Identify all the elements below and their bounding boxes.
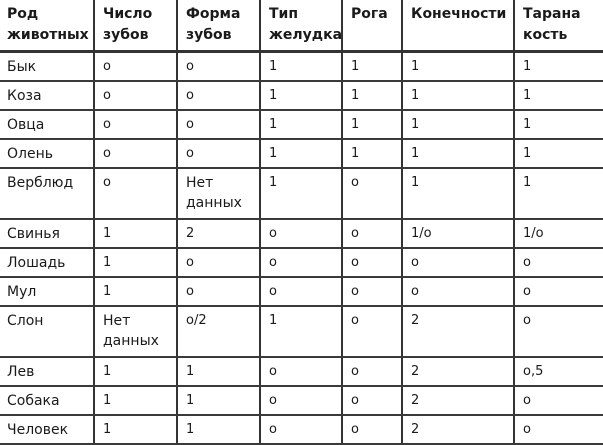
cell-stomach: o xyxy=(260,219,342,248)
cell-teeth-count: 1 xyxy=(94,357,177,386)
cell-horns: o xyxy=(342,306,402,357)
cell-limbs: 2 xyxy=(402,386,514,415)
cell-horns: 1 xyxy=(342,139,402,168)
header-row xyxy=(0,0,603,52)
table-row xyxy=(0,277,603,306)
cell-talus: o xyxy=(514,415,603,444)
header-line: животных xyxy=(7,27,89,43)
header-talus xyxy=(514,0,603,52)
header-stomach-type xyxy=(260,0,342,52)
cell-talus: 1 xyxy=(514,139,603,168)
cell-teeth-shape: o xyxy=(177,248,260,277)
cell-animal: Свинья xyxy=(0,219,94,248)
cell-animal: Человек xyxy=(0,415,94,444)
cell-teeth-shape: 1 xyxy=(177,415,260,444)
cell-teeth-shape: 2 xyxy=(177,219,260,248)
cell-talus: 1 xyxy=(514,81,603,110)
cell-teeth-shape: o xyxy=(177,110,260,139)
cell-teeth-shape: 1 xyxy=(177,357,260,386)
header-line: Конечности xyxy=(411,6,507,22)
cell-teeth-count: o xyxy=(94,81,177,110)
cell-talus: o xyxy=(514,306,603,357)
header-line: Рога xyxy=(351,6,388,22)
cell-stomach: 1 xyxy=(260,110,342,139)
table-row xyxy=(0,52,603,82)
cell-limbs: 1 xyxy=(402,81,514,110)
cell-teeth-shape: o xyxy=(177,52,260,82)
cell-animal: Бык xyxy=(0,52,94,82)
cell-teeth-shape: o xyxy=(177,139,260,168)
header-line: желудка xyxy=(269,27,343,43)
cell-limbs: 1 xyxy=(402,168,514,219)
header-teeth-count xyxy=(94,0,177,52)
cell-limbs: 2 xyxy=(402,357,514,386)
cell-stomach: 1 xyxy=(260,168,342,219)
cell-talus: 1 xyxy=(514,168,603,219)
cell-animal: Лев xyxy=(0,357,94,386)
cell-animal: Лошадь xyxy=(0,248,94,277)
cell-horns: o xyxy=(342,168,402,219)
cell-talus: o,5 xyxy=(514,357,603,386)
table-row xyxy=(0,110,603,139)
header-line: Число xyxy=(103,6,153,22)
cell-talus: o xyxy=(514,277,603,306)
header-line: Род xyxy=(7,6,39,22)
cell-horns: 1 xyxy=(342,81,402,110)
table-row xyxy=(0,139,603,168)
table-row xyxy=(0,248,603,277)
header-line: Тип xyxy=(269,6,299,22)
cell-teeth-count: o xyxy=(94,139,177,168)
cell-talus: 1/o xyxy=(514,219,603,248)
cell-teeth-count: 1 xyxy=(94,219,177,248)
cell-horns: 1 xyxy=(342,52,402,82)
cell-stomach: o xyxy=(260,357,342,386)
cell-teeth-shape: Нет данных xyxy=(177,168,260,219)
header-animal-genus xyxy=(0,0,94,52)
header-limbs xyxy=(402,0,514,52)
table-row xyxy=(0,415,603,444)
cell-horns: o xyxy=(342,219,402,248)
cell-animal: Мул xyxy=(0,277,94,306)
cell-limbs: o xyxy=(402,277,514,306)
cell-teeth-shape: o/2 xyxy=(177,306,260,357)
cell-talus: 1 xyxy=(514,110,603,139)
cell-talus: o xyxy=(514,248,603,277)
cell-animal: Олень xyxy=(0,139,94,168)
header-line: зубов xyxy=(186,27,232,43)
cell-limbs: 1 xyxy=(402,110,514,139)
table-row xyxy=(0,357,603,386)
cell-horns: o xyxy=(342,357,402,386)
cell-animal: Овца xyxy=(0,110,94,139)
cell-teeth-count: 1 xyxy=(94,248,177,277)
table-row xyxy=(0,386,603,415)
cell-stomach: 1 xyxy=(260,52,342,82)
cell-teeth-count: 1 xyxy=(94,386,177,415)
cell-talus: o xyxy=(514,386,603,415)
cell-teeth-count: o xyxy=(94,168,177,219)
table-row xyxy=(0,168,603,219)
header-line: Тарана xyxy=(523,6,581,22)
cell-horns: o xyxy=(342,248,402,277)
header-line: кость xyxy=(523,27,568,43)
header-horns xyxy=(342,0,402,52)
cell-teeth-count: o xyxy=(94,110,177,139)
header-line: Форма xyxy=(186,6,241,22)
cell-animal: Коза xyxy=(0,81,94,110)
cell-teeth-count: Нет данных xyxy=(94,306,177,357)
cell-limbs: 1 xyxy=(402,139,514,168)
table-row xyxy=(0,81,603,110)
cell-stomach: o xyxy=(260,277,342,306)
cell-animal: Собака xyxy=(0,386,94,415)
cell-animal: Слон xyxy=(0,306,94,357)
cell-limbs: 2 xyxy=(402,415,514,444)
cell-horns: o xyxy=(342,277,402,306)
header-teeth-shape xyxy=(177,0,260,52)
cell-stomach: o xyxy=(260,415,342,444)
cell-teeth-shape: o xyxy=(177,277,260,306)
cell-stomach: 1 xyxy=(260,306,342,357)
cell-horns: o xyxy=(342,415,402,444)
cell-limbs: o xyxy=(402,248,514,277)
cell-stomach: o xyxy=(260,248,342,277)
cell-stomach: 1 xyxy=(260,81,342,110)
cell-stomach: o xyxy=(260,386,342,415)
cell-limbs: 1/o xyxy=(402,219,514,248)
cell-stomach: 1 xyxy=(260,139,342,168)
header-line: зубов xyxy=(103,27,149,43)
cell-teeth-count: 1 xyxy=(94,277,177,306)
cell-animal: Верблюд xyxy=(0,168,94,219)
cell-limbs: 2 xyxy=(402,306,514,357)
cell-talus: 1 xyxy=(514,52,603,82)
table-row xyxy=(0,306,603,357)
cell-teeth-count: 1 xyxy=(94,415,177,444)
table-row xyxy=(0,219,603,248)
cell-teeth-shape: o xyxy=(177,81,260,110)
cell-horns: 1 xyxy=(342,110,402,139)
cell-horns: o xyxy=(342,386,402,415)
cell-teeth-count: o xyxy=(94,52,177,82)
cell-teeth-shape: 1 xyxy=(177,386,260,415)
cell-limbs: 1 xyxy=(402,52,514,82)
